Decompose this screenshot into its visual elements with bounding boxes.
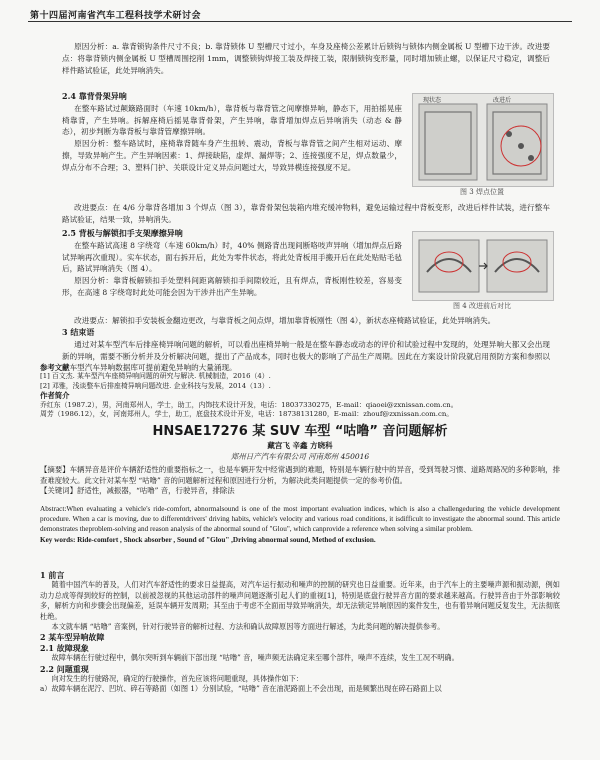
figure-3-caption: 图 3 焊点位置: [460, 188, 504, 196]
section-1-text: 随着中国汽车的普及，人们对汽车舒适性的要求日益提高，对汽车运行振动和噪声的控制的研究也日益重要。近年来，由于汽车上的主要噪声源和振动源，例如动力总成等得到较好的控制，以前被忽视的其他运动部件的噪声问题逐渐引起人们的重视[1]，特别是底盘行驶异音方面的要求越来越高。行驶异音由于外部影响较多，解析方向和步骤会出现偏差，延误车辆开发周期；其至由于考虑不全面而导致异响消失，却无法锁定异响原因的案件发生，也有着异响问题反复发生，无法彻底杜绝。: [40, 580, 560, 621]
section-2-heading: 2 某车型异响故障: [40, 632, 105, 643]
figure-3-image: [412, 93, 554, 187]
section-1-text-2: 本文就车辆 “咕噜” 音案例，针对行驶异音的解析过程、方法和确认故障原因等方面进行解述，为此类问题的解决提供参考。: [51, 622, 445, 632]
section-3-heading: 3 结束语: [62, 327, 95, 337]
reference-2: [2] 邓雅，浅谈整车后排座椅异响问题改进. 企业科技与发展，2014（13）.: [40, 381, 271, 390]
references-heading: 参考文献: [40, 363, 70, 372]
section-2-5-fix: 改进要点：解锁扣手安装板金翻边更改，与靠背板之间点焊，增加靠背板刚性（图 4），新状态座椅路试验证，此处异响消失。: [74, 316, 496, 325]
intro-paragraph: 原因分析：a. 靠背锁钩条件尺寸不良；b. 靠背锁体 U 型槽尺寸过小，车身及座椅公差累计后锁钩与锁体内侧金属板 U 型槽下边干涉。改进要点：将靠背锁内侧金属板 U 型槽周围挖削 1mm，调整锁钩焊接工装及焊接工装，限制锁钩变形量，同时增加锁止螺，以保证尺寸稳定，调整后样件路试验证，此处异响消失。: [62, 42, 550, 75]
section-2-1-text: 故障车辆在行驶过程中，偶尔突听到车辆前下部出现 “咕噜” 音，噪声频无法确定来至哪个部件，噪声不连续，发生工况不明确。: [51, 653, 459, 663]
abstract-en: Abstract:When evaluating a vehicle's ride-comfort, abnormalsound is one of the most important evaluation indices, which is also a challengeduring the vehicle development procedure. When a car is moving, due to differentdrivers' driving habits, vehicle's velocity and various road conditions, it isdifficult to investigate the abnormal sound. This article demonstrates theproblem-solving and reason analysis of the abnormal sound of "Glou", which canprovide a reference when solving a similar problem. Key words: Ride-comfort , Shock absorber , Sound of "Glou" ,Driving abnormal sound, Method of exclusion.: [40, 505, 560, 544]
section-3-text: 通过对某车型汽车后排座椅异响问题的解析，可以看出座椅异响一般是在整车静态或动态的评价和试验过程中发现的，处理异响大都又会出现新的异响，需要不断分析并及分析解决问题，提出了产品成本，同时也极大的影响了产品生产周期。因此在方案设计阶段就启用预防方案和参照以往车型汽车异响数据库可提前避免异响的大量涌现。: [62, 339, 550, 373]
section-2-2-item-a: a）故障车辆在泥泞、凹坑、碎石等路面（如图 1）分别试验，“咕噜” 音在油泥路面上不会出现，而是频繁出现在碎石路面上以: [40, 684, 442, 694]
article-authors: 藏宫飞 辛鑫 方晓科: [267, 441, 333, 450]
figure-4-caption: 图 4 改进前后对比: [453, 302, 511, 310]
section-2-2-text: 向对发生的行驶路况，确定的行驶操作，首先应该将问题重现，具体操作如下：: [51, 674, 304, 684]
section-2-4-heading: 2.4 靠背骨架异响: [62, 91, 127, 101]
author-bio-2: 周芳（1986.12），女，河南郑州人，学士，助工，底盘技术设计开发，电话：18738131280，E-mail：zhouf@zxnissan.com.cn。: [40, 410, 454, 419]
section-2-4-fix: 改进要点：在 4/6 分靠背各增加 3 个焊点（图 3），靠背骨架包装箱内堆充缓冲物料，避免运输过程中背板变形，改进后样件试装，进行整车路试验证，结果一致，异响消失。: [62, 203, 550, 224]
article-affiliation: 郑州日产汽车有限公司 河南郑州 450016: [230, 452, 370, 461]
references-and-bios: [40, 363, 560, 419]
author-bios-heading: 作者简介: [40, 391, 70, 401]
section-2-1-heading: 2.1 故障现象: [40, 642, 89, 653]
section-1-heading: 1 前言: [40, 570, 65, 580]
section-2-5: [62, 228, 402, 299]
abstract-cn: 【摘要】车辆异音是评价车辆舒适性的重要指标之一，也是车辆开发中经常遇到的难题，特别是车辆行驶中的异音，受到驾驶习惯、道路周路况的多种影响，排查难度较大。此文针对某车型 “咕噜” 音的问题解析过程和原因进行分析，为解决此类问题提供一定的参考价值。 【关键词】舒适性，减振器，“咕噜” 音，行驶异音，排除法: [40, 465, 560, 496]
article-title: HNSAE17276 某 SUV 车型 “咕噜” 音问题解析: [152, 424, 448, 439]
figure-3-right-label: 改进后: [493, 97, 512, 104]
keywords-cn: 【关键词】舒适性，减振器，“咕噜” 音，行驶异音，排除法: [40, 486, 235, 496]
section-2-2-heading: 2.2 问题重现: [40, 663, 89, 674]
section-2-5-para-a: 在整车路试高速 8 字绕弯（车速 60km/h）时，40% 侧路背出现间断咯吱声异响（增加焊点后路试异响再次重现）。实车状态，面右拆开后，此处为零件状态，将此处背板用手搬开后在此处贴贴毛毡后，路试异响消失（图 4）。: [62, 240, 402, 274]
figure-4-image: [412, 231, 554, 301]
section-2-5-heading: 2.5 背板与解锁扣手支架摩擦异响: [62, 228, 183, 238]
author-bio-1: 乔红东（1987.2），男，河南郑州人，学士，助工，内饰技术设计开发，电话：18037330275，E-mail：qiaoei@zxnissan.com.cn。: [40, 400, 458, 409]
keywords-en: Key words: Ride-comfort , Shock absorber , Sound of "Glou" ,Driving abnormal sound, Method of exclusion.: [40, 535, 376, 544]
section-2-4: [62, 91, 402, 174]
section-2-4-para-b: 原因分析：整车路试时，座椅靠背随车身产生扭转、震动，背板与靠背管之间产生相对运动、摩擦，导致异响产生。产生异响因素：1、焊接缺陷，虚焊、漏焊等；2、连接强度不足，焊点数量少，焊点分布不合理；3、塑料门护、关联设计定义异点问题过大，导致异模连接强度不足。: [62, 139, 402, 172]
header-rule: [28, 21, 572, 22]
running-head: 第十四届河南省汽车工程科技学术研讨会: [30, 11, 202, 21]
section-2-4-para-a: 在整车路试过颠簸路面时（车速 10km/h），靠背板与靠背管之间摩擦异响，静态下，用拍摇晃座椅靠背，产生异响。拆解座椅后摇晃靠背骨架，产生异响，靠背增加焊点后异响消失（动态 & 静态），初步判断为靠背板与靠背管摩擦异响。: [62, 103, 402, 137]
reference-1: [1] 百文杰. 某车型汽车座椅异响问题的研究与解决. 机械制造，2016（4）.: [40, 372, 271, 381]
figure-3-left-label: 现状态: [423, 97, 442, 104]
article-body: [40, 570, 560, 695]
section-2-5-para-b: 原因分析：靠背板解锁扣手处塑料间距离解锁扣手间隙较近，且有焊点，背板刚性较差，容易变形，在高速 8 字绕弯时此处可能会因为干涉并出产生异响。: [62, 276, 402, 297]
